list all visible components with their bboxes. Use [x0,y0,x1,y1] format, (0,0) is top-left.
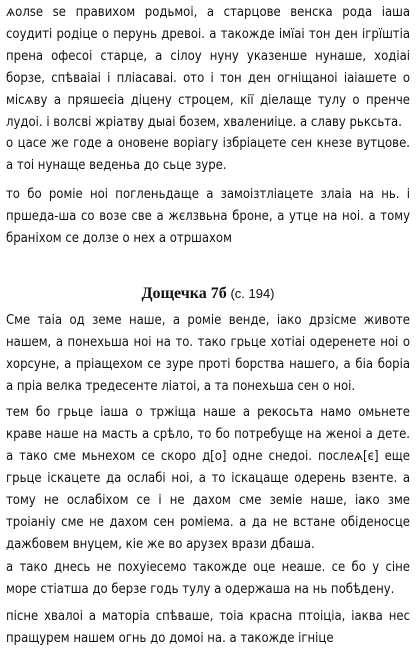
paragraph-1: ѧолѕе ѕе правихом родьмоі, а старцове венска рода іаша соудиті родіце о перунь древоі. а такожде імїаі тон ден ігрїштіа прена офесоі старце, а сілоу нуну указенше нунаше, ходіаі борзе, спѣваіаі і плiасаваі. ото і тон ден огнiщаноі іаiашете о мiсѧву а пряшеєіа дiцену строцем, кiї дiелаще тулу о пренче лудоі. і волсві жрiатву дыаі бозем, хвалениіце. а славу рьксьта. [6,5,410,130]
paragraph-2: о цасе же годе а оновене ворiагу ізбрiацете сен кнезе вутцове. а тоі нунаще веденьа до сьце зуре. [6,136,410,173]
paragraph-5: тем бо грьце іаша о тржiща наше а рекосьта намо омьнете краве наше на масть а срѣло, то бо потребуще на женоi а дете. а тако сме мьнехом се скоро д[о] одне снедоi. послеѧ[є] еще грьце іскацете да ослабі ноі, а то іскацаще одерень взенте. а тому не ослабiхом се і не дахом сме земiе наше, іако зме троiанiу сме не дахом сен ромiема. а да не встане обiденосце дажбовем внуцем, кiе же во арузех врази дбаша. [6,405,410,552]
paragraph-6: а тако днесь не похуiесемо такожде оце неаше. се бо у сiне море стiатша до берзе годь тулу а одержаша на нь побѣдену. [6,560,410,597]
paragraph-4: Сме таіа од земе наше, а ромiе венде, іако дрзiсме животе нашем, а понехьша ноі на то. тако грьце хотiаi одеренете ноі о хорсуне, а прiащехом се зуре протi борства нашего, а бiа борiа а прiа велка тредесенте лiатоi, а та понехьша сен о ноi. [6,313,410,394]
heading-title: Дощечка 7б [141,285,227,302]
heading-page-ref: (с. 194) [230,286,275,301]
paragraph-7: пiсне хвалоi а маторiа спѣваше, тоiа красна птоiцiа, іаква нес пращурем нашем огнь до домоi на. а такожде ігнiце [6,609,410,646]
section-heading [0,283,416,305]
paragraph-3: то бо ромiе ноі погленьдаще а замоізтлiацете злаіа на нь. і пршеда-ша со возе све а жєлзвьна броне, а утце на ноі. а тому бранiхом се долзе о нех а отршахом [6,187,410,246]
